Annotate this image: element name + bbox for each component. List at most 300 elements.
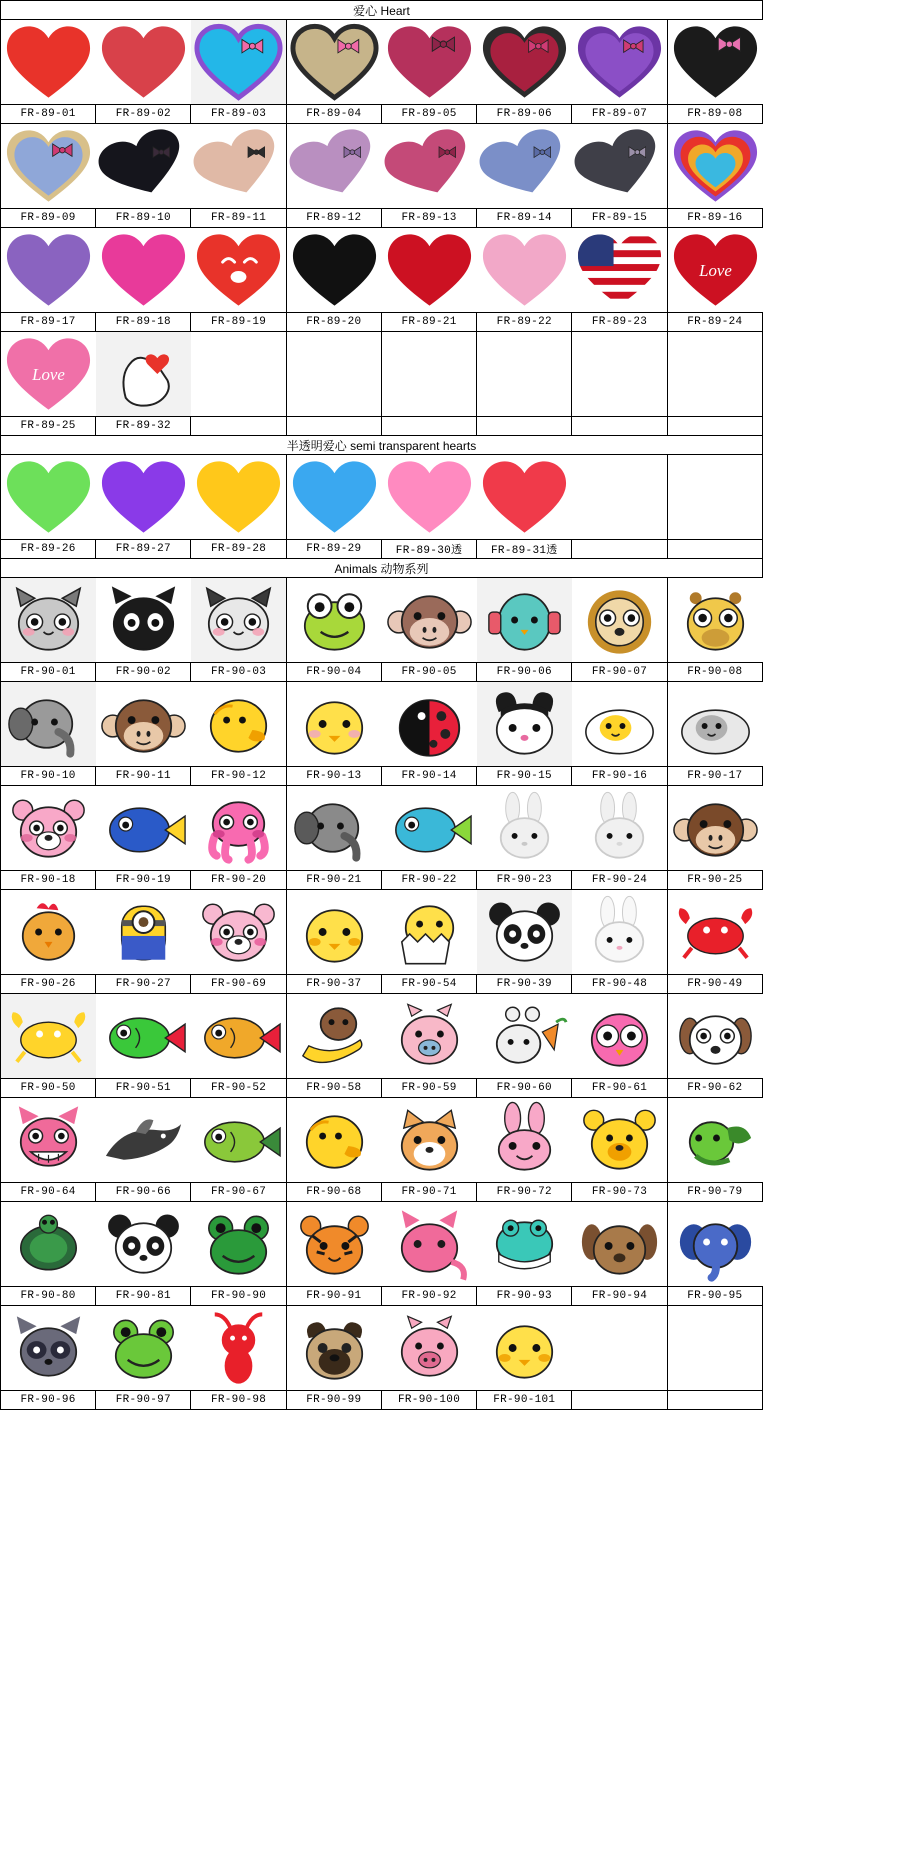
product-code: FR-90-100 (381, 1391, 476, 1410)
product-image[interactable] (96, 994, 191, 1079)
product-code: FR-90-71 (381, 1183, 476, 1202)
product-image[interactable] (1, 124, 96, 209)
heart-plain-icon (287, 455, 382, 539)
elephant-grey-icon (1, 682, 96, 766)
product-image[interactable] (191, 124, 286, 209)
product-code-row (1, 313, 763, 332)
product-image[interactable] (96, 455, 191, 540)
product-code: FR-90-90 (191, 1287, 286, 1306)
product-image[interactable] (477, 20, 572, 105)
product-image-row (1, 1306, 763, 1391)
chick-egg-icon (382, 890, 477, 974)
pug-face-icon (287, 1306, 382, 1390)
raccoon-grey-icon (1, 1306, 96, 1390)
empty-cell (477, 417, 572, 436)
crab-red-icon (1, 994, 96, 1078)
product-code-row (1, 663, 763, 682)
product-image[interactable] (1, 578, 96, 663)
product-code: FR-90-91 (286, 1287, 381, 1306)
product-code-row (1, 540, 763, 559)
product-image[interactable] (286, 578, 381, 663)
product-image[interactable] (96, 1202, 191, 1287)
cat-grey-icon (191, 578, 286, 662)
product-image[interactable] (286, 682, 381, 767)
ladybug-icon (382, 682, 477, 766)
product-code: FR-90-51 (96, 1079, 191, 1098)
empty-cell (667, 417, 762, 436)
product-code: FR-90-05 (381, 663, 476, 682)
bunny-pink-icon (477, 1098, 572, 1182)
product-image[interactable] (191, 20, 286, 105)
product-image[interactable] (96, 682, 191, 767)
croc-green-icon (477, 1202, 572, 1286)
empty-cell (667, 1391, 762, 1410)
bunny-white-icon (572, 786, 667, 870)
product-image[interactable] (286, 1202, 381, 1287)
product-image[interactable] (667, 20, 762, 105)
product-code: FR-89-23 (572, 313, 667, 332)
product-code: FR-90-99 (286, 1391, 381, 1410)
duck-yellow-icon (191, 682, 286, 766)
product-image[interactable] (96, 1098, 191, 1183)
product-image[interactable] (96, 786, 191, 871)
heart-bow-icon (668, 20, 763, 104)
product-image[interactable] (286, 1306, 381, 1391)
product-code: FR-90-04 (286, 663, 381, 682)
empty-cell (572, 455, 667, 540)
product-code: FR-90-69 (191, 975, 286, 994)
product-image[interactable] (191, 578, 286, 663)
heart-tilt-icon (382, 124, 477, 208)
product-image[interactable] (572, 124, 667, 209)
bunny-carrot-icon (477, 994, 572, 1078)
product-image[interactable] (667, 124, 762, 209)
product-image[interactable] (96, 1306, 191, 1391)
product-code-row (1, 105, 763, 124)
product-image[interactable] (572, 20, 667, 105)
bunny-white-icon (477, 786, 572, 870)
chick-yellow-icon (287, 682, 382, 766)
product-image[interactable] (667, 1098, 762, 1183)
product-image-row (1, 455, 763, 540)
product-image[interactable] (96, 124, 191, 209)
hand-heart-icon (96, 332, 191, 416)
elephant-grey-icon (287, 786, 382, 870)
product-image[interactable] (381, 578, 476, 663)
product-image[interactable] (96, 20, 191, 105)
product-image[interactable] (381, 786, 476, 871)
product-code: FR-89-11 (191, 209, 286, 228)
empty-cell (572, 417, 667, 436)
product-code: FR-89-19 (191, 313, 286, 332)
empty-cell (191, 417, 286, 436)
product-code: FR-90-64 (1, 1183, 96, 1202)
product-image[interactable] (667, 1202, 762, 1287)
product-code: FR-90-92 (381, 1287, 476, 1306)
product-code: FR-90-27 (96, 975, 191, 994)
product-image[interactable] (191, 1098, 286, 1183)
fish-blue-icon (382, 786, 477, 870)
empty-cell (667, 1306, 762, 1391)
pig-pink-icon (382, 1306, 477, 1390)
product-code: FR-90-98 (191, 1391, 286, 1410)
product-code-row (1, 1183, 763, 1202)
product-code: FR-90-58 (286, 1079, 381, 1098)
product-code: FR-90-18 (1, 871, 96, 890)
heart-bow-scallop-icon (572, 20, 667, 104)
product-code: FR-89-02 (96, 105, 191, 124)
product-image[interactable] (96, 578, 191, 663)
product-code: FR-90-59 (381, 1079, 476, 1098)
tiger-orange-icon (287, 1202, 382, 1286)
product-image[interactable] (96, 890, 191, 975)
product-code: FR-89-28 (191, 540, 286, 559)
product-image[interactable] (191, 890, 286, 975)
product-image[interactable] (381, 1098, 476, 1183)
product-image[interactable] (381, 455, 476, 540)
product-image[interactable] (1, 332, 96, 417)
product-code: FR-90-66 (96, 1183, 191, 1202)
heart-love-icon (1, 332, 96, 416)
empty-cell (667, 540, 762, 559)
product-image[interactable] (191, 682, 286, 767)
product-code: FR-90-72 (477, 1183, 572, 1202)
product-image[interactable] (1, 20, 96, 105)
product-image[interactable] (286, 1098, 381, 1183)
product-code: FR-90-21 (286, 871, 381, 890)
heart-plain-icon (1, 228, 96, 312)
monkey-face-icon (382, 578, 477, 662)
product-code: FR-89-32 (96, 417, 191, 436)
product-image[interactable] (572, 682, 667, 767)
product-image[interactable] (191, 1306, 286, 1391)
product-code: FR-90-16 (572, 767, 667, 786)
empty-cell (667, 332, 762, 417)
heart-plain-icon (382, 228, 477, 312)
product-code: FR-89-06 (477, 105, 572, 124)
product-image[interactable] (1, 1202, 96, 1287)
product-code: FR-90-50 (1, 1079, 96, 1098)
product-image[interactable] (191, 1202, 286, 1287)
cat-black-icon (96, 578, 191, 662)
heart-plain-icon (191, 455, 286, 539)
product-image[interactable] (1, 786, 96, 871)
heart-tilt-icon (572, 124, 667, 208)
product-code: FR-89-10 (96, 209, 191, 228)
duck-yellow-icon (287, 1098, 382, 1182)
product-image[interactable] (477, 1098, 572, 1183)
product-code-row (1, 767, 763, 786)
svg-text:Love: Love (32, 364, 65, 384)
product-code: FR-89-17 (1, 313, 96, 332)
product-image-row (1, 890, 763, 975)
heart-plain-icon (382, 455, 477, 539)
product-image[interactable] (1, 1306, 96, 1391)
product-code: FR-90-60 (477, 1079, 572, 1098)
product-code: FR-89-26 (1, 540, 96, 559)
product-image[interactable] (381, 682, 476, 767)
deer-red-icon (191, 1306, 286, 1390)
product-image[interactable] (572, 1098, 667, 1183)
section-header-row (1, 1, 763, 20)
heart-bow-outline-icon (191, 20, 286, 104)
product-image-row (1, 228, 763, 313)
product-code: FR-90-39 (477, 975, 572, 994)
kuromi-icon (477, 682, 572, 766)
product-code: FR-89-04 (286, 105, 381, 124)
product-code: FR-89-31透 (477, 540, 572, 559)
dolphin-grey-icon (96, 1098, 191, 1182)
product-code: FR-90-10 (1, 767, 96, 786)
product-code: FR-90-15 (477, 767, 572, 786)
empty-cell (572, 332, 667, 417)
product-code: FR-90-19 (96, 871, 191, 890)
product-image[interactable] (477, 682, 572, 767)
product-image[interactable] (381, 1202, 476, 1287)
product-image[interactable] (477, 455, 572, 540)
product-code: FR-90-52 (191, 1079, 286, 1098)
product-image[interactable] (286, 455, 381, 540)
section-title-semi: 半透明爱心 semi transparent hearts (1, 436, 763, 455)
heart-tilt-icon (477, 124, 572, 208)
bear-pink-icon (1, 786, 96, 870)
pig-pink-icon (382, 994, 477, 1078)
product-code: FR-90-95 (667, 1287, 762, 1306)
product-code: FR-90-08 (667, 663, 762, 682)
octopus-pink-icon (191, 786, 286, 870)
product-image[interactable] (477, 1202, 572, 1287)
product-code: FR-89-03 (191, 105, 286, 124)
product-image[interactable] (477, 124, 572, 209)
section-header-row (1, 436, 763, 455)
product-code: FR-90-13 (286, 767, 381, 786)
product-code: FR-90-93 (477, 1287, 572, 1306)
product-image[interactable] (667, 682, 762, 767)
product-image[interactable] (286, 786, 381, 871)
product-code: FR-89-14 (477, 209, 572, 228)
product-image[interactable] (1, 890, 96, 975)
product-image[interactable] (477, 1306, 572, 1391)
product-image[interactable] (572, 578, 667, 663)
product-image-row (1, 994, 763, 1079)
empty-cell (381, 417, 476, 436)
heart-tilt-icon (96, 124, 191, 208)
product-image[interactable] (381, 124, 476, 209)
product-code: FR-90-54 (381, 975, 476, 994)
fish-green-icon (96, 994, 191, 1078)
product-code: FR-89-25 (1, 417, 96, 436)
frog-green-icon (96, 1306, 191, 1390)
panda-face-icon (477, 890, 572, 974)
product-image[interactable] (286, 124, 381, 209)
product-code: FR-90-97 (96, 1391, 191, 1410)
product-image[interactable] (381, 20, 476, 105)
product-code: FR-90-73 (572, 1183, 667, 1202)
product-code: FR-90-26 (1, 975, 96, 994)
product-image[interactable] (667, 228, 762, 313)
product-image-row (1, 1202, 763, 1287)
product-code: FR-90-67 (191, 1183, 286, 1202)
egg-yellow-icon (572, 682, 667, 766)
product-code: FR-90-62 (667, 1079, 762, 1098)
product-code: FR-89-30透 (381, 540, 476, 559)
bunny-white-icon (572, 890, 667, 974)
product-image[interactable] (572, 228, 667, 313)
product-code: FR-90-101 (477, 1391, 572, 1410)
product-code: FR-89-29 (286, 540, 381, 559)
product-code-row (1, 1079, 763, 1098)
monkey-face-icon (96, 682, 191, 766)
product-code: FR-90-06 (477, 663, 572, 682)
product-code: FR-90-01 (1, 663, 96, 682)
giraffe-face-icon (668, 578, 763, 662)
product-image[interactable] (477, 578, 572, 663)
product-code: FR-89-05 (381, 105, 476, 124)
crab-red-icon (668, 890, 763, 974)
product-code: FR-90-17 (667, 767, 762, 786)
product-code: FR-89-22 (477, 313, 572, 332)
fish-green-icon (191, 994, 286, 1078)
product-code: FR-90-49 (667, 975, 762, 994)
product-image-row (1, 20, 763, 105)
heart-bow-scallop-icon (477, 20, 572, 104)
product-image[interactable] (572, 786, 667, 871)
product-code: FR-90-20 (191, 871, 286, 890)
product-code: FR-89-15 (572, 209, 667, 228)
empty-cell (191, 332, 286, 417)
product-image[interactable] (381, 890, 476, 975)
product-image[interactable] (381, 228, 476, 313)
heart-bow-scallop-icon (1, 124, 96, 208)
product-code: FR-90-48 (572, 975, 667, 994)
product-image[interactable] (477, 890, 572, 975)
product-code: FR-90-22 (381, 871, 476, 890)
product-image[interactable] (96, 332, 191, 417)
product-image[interactable] (191, 994, 286, 1079)
empty-cell (477, 332, 572, 417)
product-code: FR-89-20 (286, 313, 381, 332)
product-code: FR-89-21 (381, 313, 476, 332)
product-image-row (1, 124, 763, 209)
product-code: FR-90-61 (572, 1079, 667, 1098)
product-image[interactable] (286, 20, 381, 105)
product-image[interactable] (572, 1202, 667, 1287)
empty-cell (572, 1391, 667, 1410)
minion-icon (96, 890, 191, 974)
product-image[interactable] (1, 228, 96, 313)
product-image[interactable] (191, 228, 286, 313)
product-image[interactable] (1, 1098, 96, 1183)
product-image[interactable] (1, 994, 96, 1079)
dog-brown-icon (572, 1202, 667, 1286)
product-image[interactable] (191, 786, 286, 871)
monkey-face-icon (668, 786, 763, 870)
product-code: FR-90-37 (286, 975, 381, 994)
cat-cheshire-icon (1, 1098, 96, 1182)
product-code: FR-90-24 (572, 871, 667, 890)
product-code: FR-90-12 (191, 767, 286, 786)
empty-cell (572, 540, 667, 559)
product-code-row (1, 1287, 763, 1306)
product-code: FR-89-01 (1, 105, 96, 124)
product-code: FR-90-94 (572, 1287, 667, 1306)
empty-cell (286, 332, 381, 417)
product-code: FR-89-09 (1, 209, 96, 228)
product-image[interactable] (1, 455, 96, 540)
egg-yellow-icon (668, 682, 763, 766)
chicken-orange-icon (1, 890, 96, 974)
heart-plain-icon (477, 455, 572, 539)
product-code-row (1, 1391, 763, 1410)
turtle-green-icon (1, 1202, 96, 1286)
empty-cell (572, 1306, 667, 1391)
cat-pink-icon (382, 1202, 477, 1286)
product-code: FR-89-12 (286, 209, 381, 228)
product-image[interactable] (381, 1306, 476, 1391)
product-image[interactable] (572, 890, 667, 975)
empty-cell (667, 455, 762, 540)
product-image[interactable] (477, 786, 572, 871)
frog-green-icon (191, 1202, 286, 1286)
product-image-row (1, 332, 763, 417)
product-image[interactable] (96, 228, 191, 313)
product-code: FR-89-07 (572, 105, 667, 124)
product-code: FR-90-07 (572, 663, 667, 682)
dragon-green-icon (668, 1098, 763, 1182)
product-image[interactable] (1, 682, 96, 767)
monkey-banana-icon (287, 994, 382, 1078)
product-image[interactable] (286, 994, 381, 1079)
dog-face-icon (668, 994, 763, 1078)
shiba-face-icon (382, 1098, 477, 1182)
product-image-row (1, 1098, 763, 1183)
product-image[interactable] (667, 994, 762, 1079)
product-image[interactable] (286, 890, 381, 975)
product-image[interactable] (667, 786, 762, 871)
pooh-face-icon (572, 1098, 667, 1182)
svg-text:Love: Love (698, 260, 732, 280)
product-code: FR-90-11 (96, 767, 191, 786)
product-image[interactable] (667, 578, 762, 663)
product-image-row (1, 682, 763, 767)
section-header-row (1, 559, 763, 578)
frog-face-icon (287, 578, 382, 662)
product-image[interactable] (381, 994, 476, 1079)
heart-plain-icon (1, 455, 96, 539)
bird-teal-icon (477, 578, 572, 662)
product-code-row (1, 417, 763, 436)
fish-blue-icon (96, 786, 191, 870)
heart-bow-outline-icon (287, 20, 382, 104)
product-image[interactable] (191, 455, 286, 540)
heart-tilt-icon (191, 124, 286, 208)
panda-face-icon (96, 1202, 191, 1286)
product-image[interactable] (477, 994, 572, 1079)
product-code: FR-90-02 (96, 663, 191, 682)
empty-cell (381, 332, 476, 417)
product-image[interactable] (572, 994, 667, 1079)
product-code: FR-90-79 (667, 1183, 762, 1202)
product-image[interactable] (477, 228, 572, 313)
product-image[interactable] (667, 890, 762, 975)
product-code: FR-89-24 (667, 313, 762, 332)
product-code: FR-89-18 (96, 313, 191, 332)
product-code: FR-89-08 (667, 105, 762, 124)
product-code: FR-90-96 (1, 1391, 96, 1410)
product-image[interactable] (286, 228, 381, 313)
heart-bow-icon (382, 20, 477, 104)
heart-plain-red-icon (96, 20, 191, 104)
